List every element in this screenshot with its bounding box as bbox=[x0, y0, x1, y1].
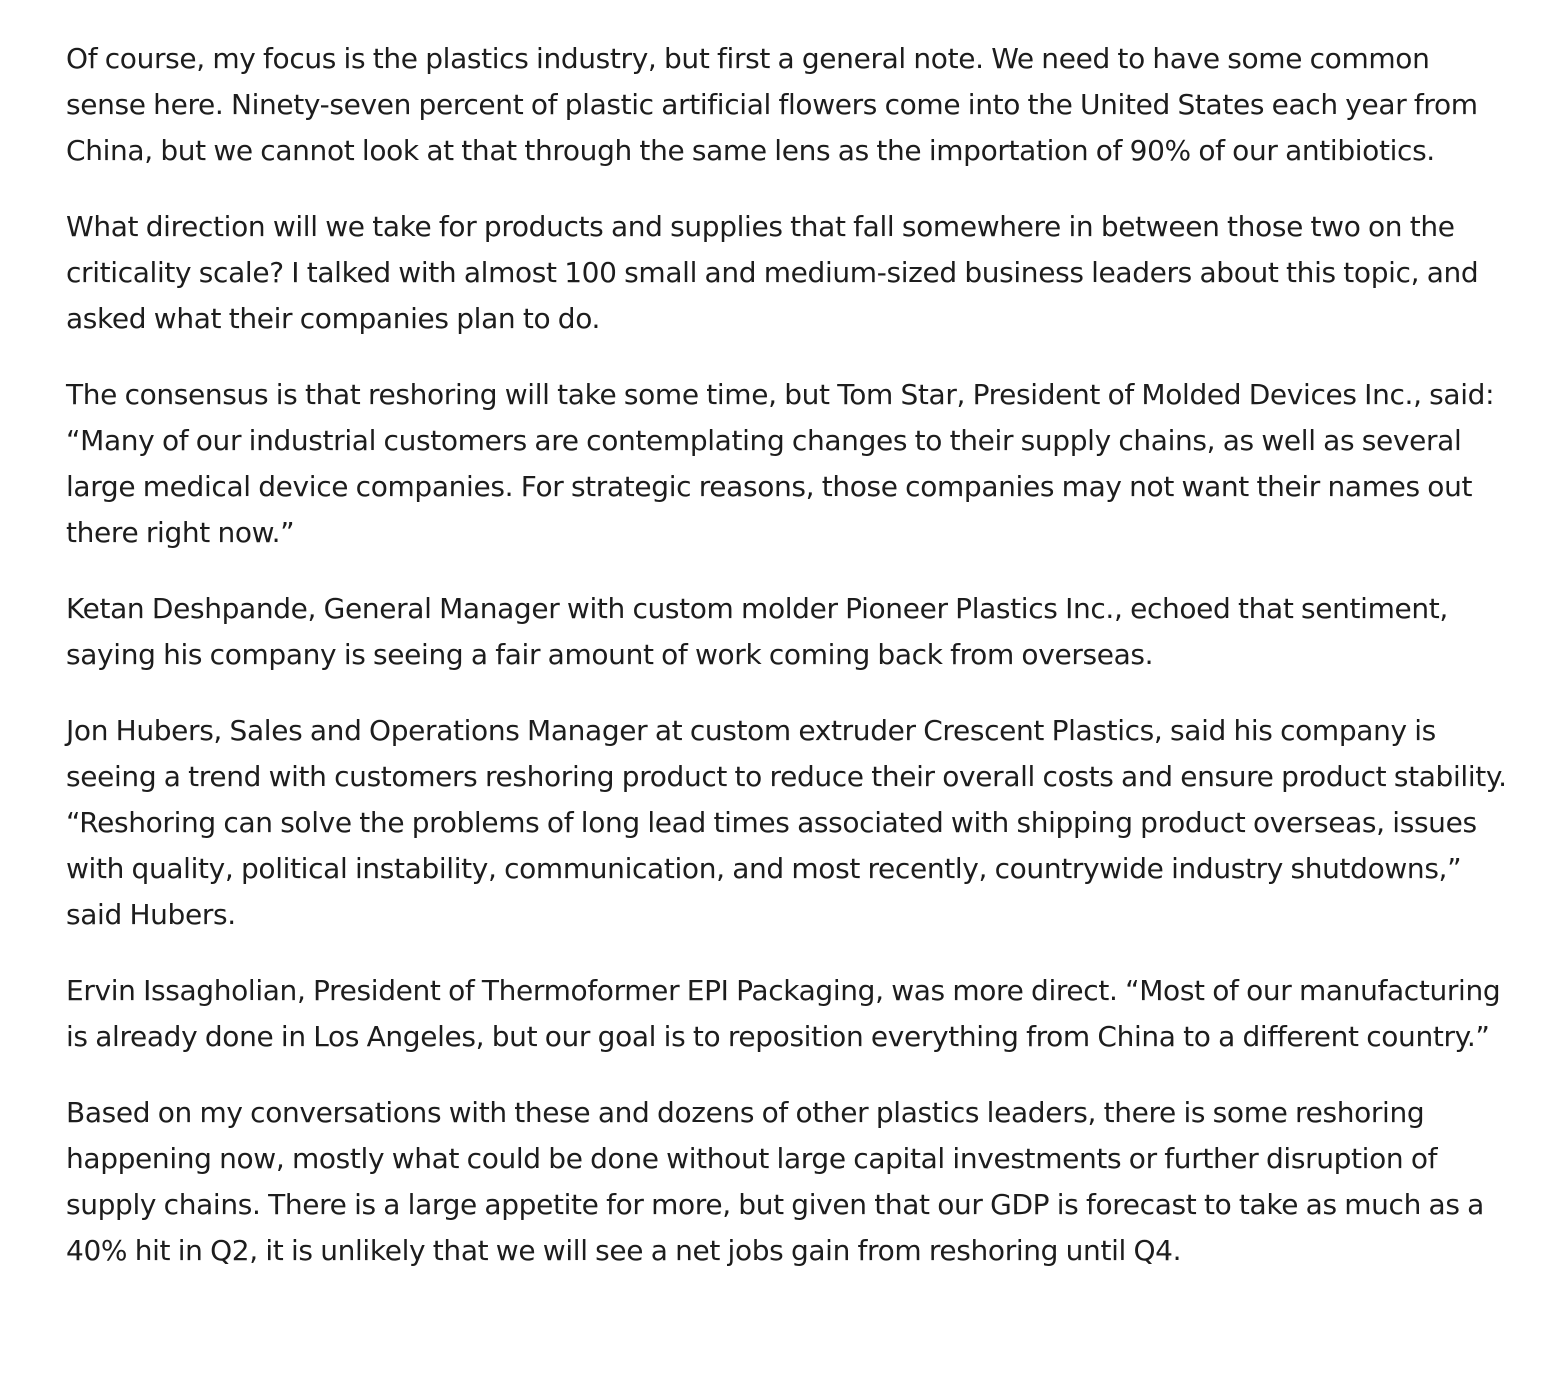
article-paragraph: Ketan Deshpande, General Manager with custom molder Pioneer Plastics Inc., echoed that sentiment, saying his company is seeing a fair amount of work coming back from overseas. bbox=[66, 592, 1448, 671]
article-paragraph: Jon Hubers, Sales and Operations Manager at custom extruder Crescent Plastics, said his company is seeing a trend with customers reshoring product to reduce their overall costs and ensure product stability. “Reshoring can solve the problems of long lead times associated with shipping product overseas, issues with quality, political instability, communication, and most recently, countrywide industry shutdowns,” said Hubers. bbox=[66, 714, 1507, 931]
article-paragraph: Of course, my focus is the plastics industry, but first a general note. We need to have some common sense here. Ninety-seven percent of plastic artificial flowers come into the United States each year from China, but we cannot look at that through the same lens as the importation of 90% of our antibiotics. bbox=[66, 42, 1478, 167]
article-paragraph: The consensus is that reshoring will take some time, but Tom Star, President of Molded Devices Inc., said: “Many of our industrial customers are contemplating changes to their supply chains, as well as several large medical device companies. For strategic reasons, those companies may not want their names out there right now.” bbox=[66, 378, 1495, 549]
article-body bbox=[66, 36, 1516, 1274]
article-paragraph: Based on my conversations with these and dozens of other plastics leaders, there is some reshoring happening now, mostly what could be done without large capital investments or further disruption of supply chains. There is a large appetite for more, but given that our GDP is forecast to take as much as a 40% hit in Q2, it is unlikely that we will see a net jobs gain from reshoring until Q4. bbox=[66, 1096, 1484, 1267]
article-paragraph: What direction will we take for products and supplies that fall somewhere in between those two on the criticality scale? I talked with almost 100 small and medium-sized business leaders about this topic, and asked what their companies plan to do. bbox=[66, 210, 1479, 335]
article-paragraph: Ervin Issagholian, President of Thermoformer EPI Packaging, was more direct. “Most of our manufacturing is already done in Los Angeles, but our goal is to reposition everything from China to a different country.” bbox=[66, 974, 1501, 1053]
